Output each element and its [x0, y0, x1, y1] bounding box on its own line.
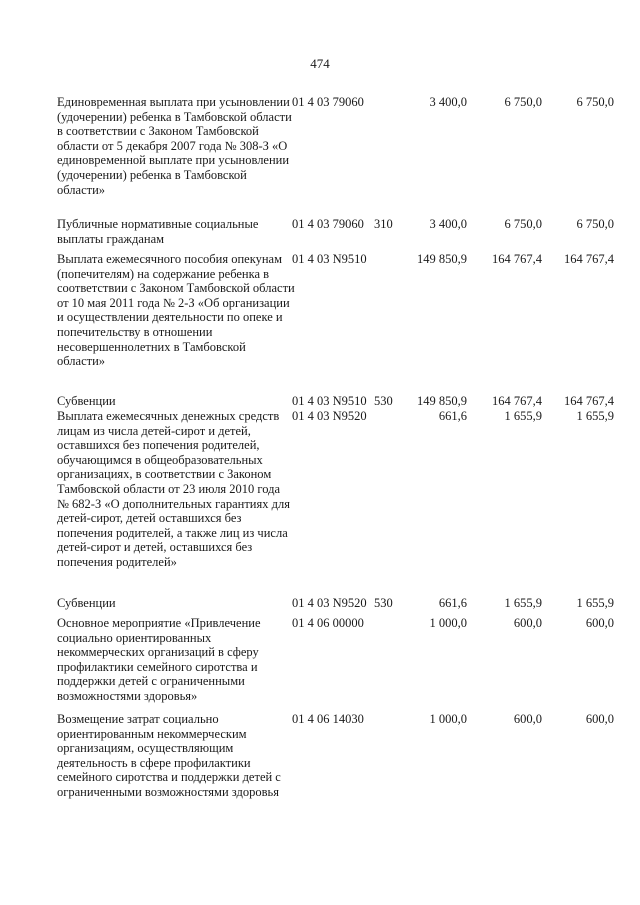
row-value-1: 1 000,0	[429, 712, 467, 726]
row-code: 01 4 06 00000	[292, 616, 364, 630]
row-value-1: 3 400,0	[429, 95, 467, 109]
row-description: Субвенции	[57, 596, 116, 610]
row-value-3: 1 655,9	[576, 596, 614, 610]
row-value-1: 1 000,0	[429, 616, 467, 630]
row-description: Единовременная выплата при усыновлении (удочерении) ребенка в Тамбовской области в соответствии с Законом Тамбовской области от 5 декабря 2007 года № 308-З «О единовременной выплате при усыновлении (удочерении) ребенка в Тамбовской области»	[57, 95, 292, 197]
row-description: Субвенции	[57, 394, 116, 408]
row-value-3: 6 750,0	[576, 95, 614, 109]
row-description: Выплата ежемесячных денежных средств лицам из числа детей-сирот и детей, оставшихся без попечения родителей, обучающимся в общеобразовательных организациях, в соответствии с Законом Тамбовской области от 23 июля 2010 года № 682-З «О дополнительных гарантиях для детей-сирот, детей оставшихся без попечения родителей, а также лиц из числа детей-сирот и детей, оставшихся без попечения родителей»	[57, 409, 290, 569]
row-description: Основное мероприятие «Привлечение социально ориентированных некоммерческих организаций в сферу профилактики семейного сиротства и поддержки детей с ограниченными возможностями здоровья»	[57, 616, 261, 703]
row-value-2: 600,0	[513, 616, 542, 630]
row-value-2: 1 655,9	[504, 409, 542, 423]
row-value-1: 149 850,9	[417, 252, 467, 266]
row-code: 01 4 03 N9510	[292, 394, 367, 408]
row-value-3: 164 767,4	[564, 394, 614, 408]
row-value-3: 6 750,0	[576, 217, 614, 231]
row-value-3: 600,0	[585, 616, 614, 630]
row-value-3: 1 655,9	[576, 409, 614, 423]
row-value-2: 600,0	[513, 712, 542, 726]
row-code: 01 4 03 N9510	[292, 252, 367, 266]
row-value-1: 149 850,9	[417, 394, 467, 408]
row-description: Возмещение затрат социально ориентированным некоммерческим организациям, осуществляющим деятельность в сфере профилактики семейного сиротства и поддержки детей с ограниченными возможностями здоровья	[57, 712, 281, 799]
row-value-2: 6 750,0	[504, 217, 542, 231]
row-value-3: 600,0	[585, 712, 614, 726]
row-value-2: 164 767,4	[492, 394, 542, 408]
row-type: 310	[374, 217, 393, 231]
row-code: 01 4 06 14030	[292, 712, 364, 726]
row-value-2: 6 750,0	[504, 95, 542, 109]
row-description: Публичные нормативные социальные выплаты гражданам	[57, 217, 259, 246]
row-code: 01 4 03 N9520	[292, 596, 367, 610]
row-value-3: 164 767,4	[564, 252, 614, 266]
page-number: 474	[310, 56, 330, 71]
row-value-1: 661,6	[438, 596, 467, 610]
row-type: 530	[374, 394, 393, 408]
row-value-1: 3 400,0	[429, 217, 467, 231]
row-type: 530	[374, 596, 393, 610]
row-code: 01 4 03 N9520	[292, 409, 367, 423]
row-code: 01 4 03 79060	[292, 217, 364, 231]
row-code: 01 4 03 79060	[292, 95, 364, 109]
row-description: Выплата ежемесячного пособия опекунам (попечителям) на содержание ребенка в соответствии с Законом Тамбовской области от 10 мая 2011 года № 2-З «Об организации и осуществлении деятельности по опеке и попечительству в отношении несовершеннолетних в Тамбовской области»	[57, 252, 295, 369]
row-value-1: 661,6	[438, 409, 467, 423]
row-value-2: 164 767,4	[492, 252, 542, 266]
row-value-2: 1 655,9	[504, 596, 542, 610]
